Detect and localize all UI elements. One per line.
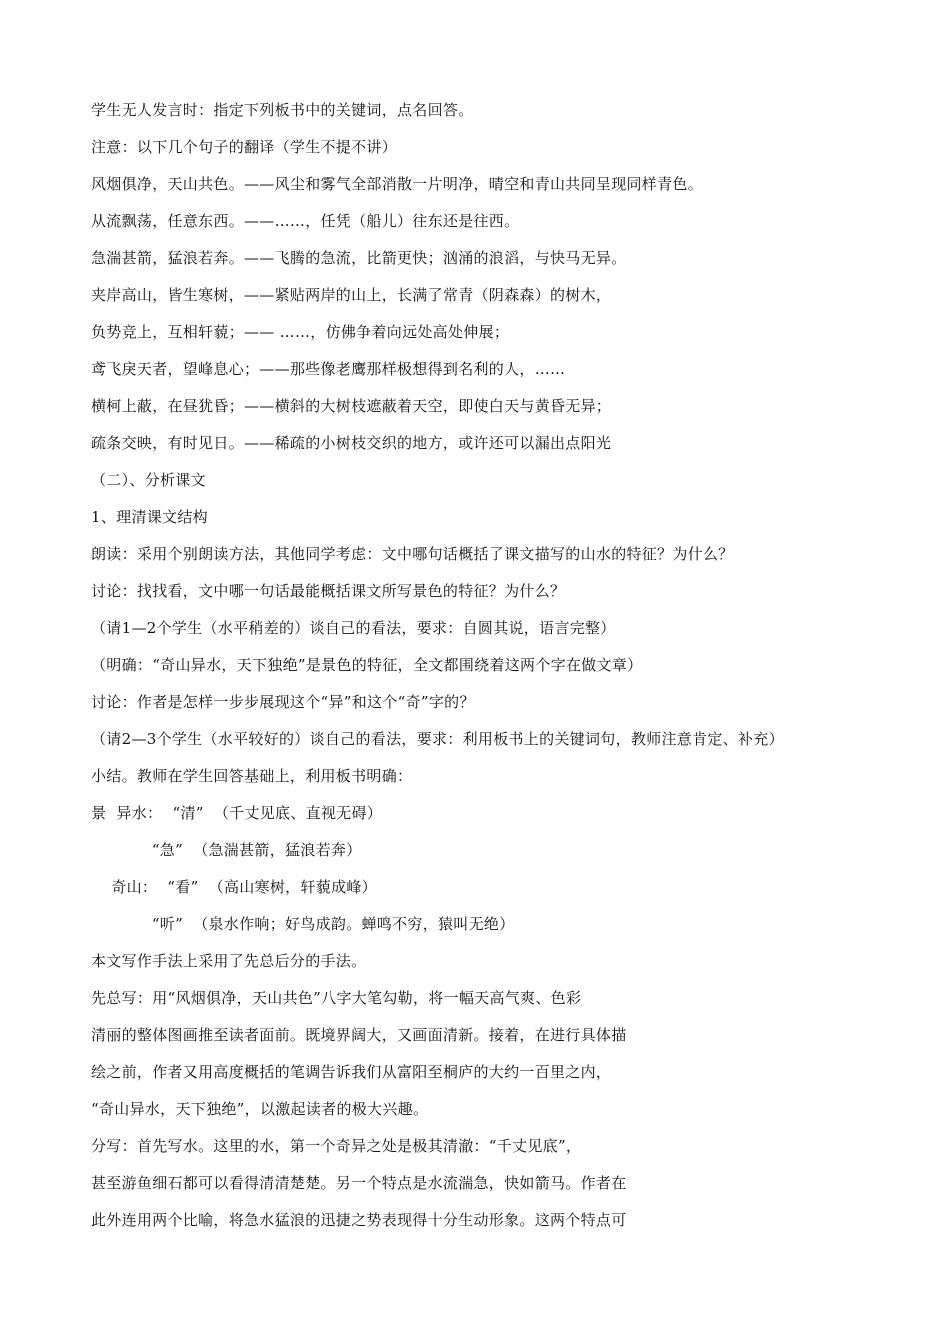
text-line-25: 先总写：用“风烟俱净，天山共色”八字大笔勾勒，将一幅天高气爽、色彩: [91, 989, 582, 1007]
text-line-4: 从流飘荡，任意东西。——……，任凭（船儿）往东还是往西。: [91, 212, 520, 230]
section-heading: （二）、分析课文: [91, 471, 206, 489]
text-line-5: 急湍甚箭，猛浪若奔。——飞腾的急流，比箭更快；汹涌的浪滔，与快马无异。: [91, 249, 627, 267]
board-line-3: 奇山： “看” （高山寒树，轩藐成峰）: [91, 878, 377, 896]
text-line-28: “奇山异水，天下独绝”，以激起读者的极大兴趣。: [91, 1100, 429, 1118]
text-line-18: （请2—3个学生（水平较好的）谈自己的看法，要求：利用板书上的关键词句，教师注意肯定、补充）: [91, 730, 784, 748]
text-line-16: （明确：“奇山异水，天下独绝”是景色的特征，全文都围绕着这两个字在做文章）: [91, 656, 643, 674]
text-line-10: 疏条交映，有时见日。——稀疏的小树枝交织的地方，或许还可以漏出点阳光: [91, 434, 612, 452]
text-line-19: 小结。教师在学生回答基础上，利用板书明确：: [91, 767, 413, 785]
text-line-27: 绘之前，作者又用高度概括的笔调告诉我们从富阳至桐庐的大约一百里之内，: [91, 1063, 612, 1081]
text-line-6: 夹岸高山，皆生寒树，——紧贴两岸的山上，长满了常青（阴森森）的树木，: [91, 286, 612, 304]
text-line-3: 风烟俱净，天山共色。——风尘和雾气全部消散一片明净，晴空和青山共同呈现同样青色。: [91, 175, 704, 193]
text-line-24: 本文写作手法上采用了先总后分的手法。: [91, 952, 367, 970]
text-line-15: （请1—2个学生（水平稍差的）谈自己的看法，要求：自圆其说，语言完整）: [91, 619, 616, 637]
board-line-4: “听” （泉水作响；好鸟成韵。蝉鸣不穷，猿叫无绝）: [91, 915, 515, 933]
board-line-2: “急” （急湍甚箭，猛浪若奔）: [91, 841, 362, 859]
text-line-9: 横柯上蔽，在昼犹昏；——横斜的大树枝遮蔽着天空，即使白天与黄昏无异；: [91, 397, 612, 415]
text-line-31: 此外连用两个比喻，将急水猛浪的迅捷之势表现得十分生动形象。这两个特点可: [91, 1211, 627, 1229]
board-line-1: 景 异水： “清” （千丈见底、直视无碍）: [91, 804, 383, 822]
text-line-1: 学生无人发言时：指定下列板书中的关键词，点名回答。: [91, 101, 474, 119]
text-line-14: 讨论：找找看，文中哪一句话最能概括课文所写景色的特征？为什么？: [91, 582, 566, 600]
subsection-heading: 1、理清课文结构: [91, 508, 208, 526]
text-line-2: 注意：以下几个句子的翻译（学生不提不讲）: [91, 138, 398, 156]
text-line-7: 负势竞上，互相轩藐；—— ……，仿佛争着向远处高处伸展；: [91, 323, 510, 341]
text-line-17: 讨论：作者是怎样一步步展现这个“异”和这个“奇”字的？: [91, 693, 475, 711]
text-line-8: 鸢飞戾天者，望峰息心；——那些像老鹰那样极想得到名利的人，……: [91, 360, 566, 378]
text-line-26: 清丽的整体图画推至读者面前。既境界阔大，又画面清新。接着，在进行具体描: [91, 1026, 627, 1044]
text-line-29: 分写：首先写水。这里的水，第一个奇异之处是极其清澈：“千丈见底”，: [91, 1137, 582, 1155]
text-line-13: 朗读：采用个别朗读方法，其他同学考虑：文中哪句话概括了课文描写的山水的特征？为什么？: [91, 545, 734, 563]
text-line-30: 甚至游鱼细石都可以看得清清楚楚。另一个特点是水流湍急，快如箭马。作者在: [91, 1174, 627, 1192]
